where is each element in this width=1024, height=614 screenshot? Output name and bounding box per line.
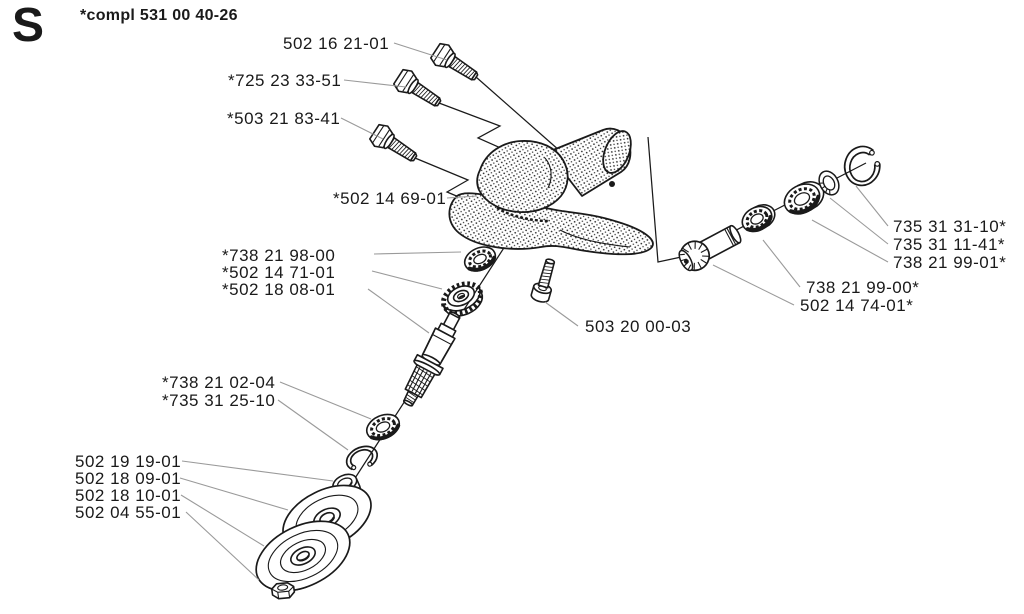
part-label-lock-nut: 502 04 55-01 bbox=[75, 503, 182, 522]
part-label-output-shaft: *502 18 08-01 bbox=[222, 280, 336, 299]
part-label-spacer-sleeve: 502 19 19-01 bbox=[75, 452, 182, 471]
section-letter: S bbox=[12, 0, 45, 52]
leader-lock-nut bbox=[186, 512, 259, 580]
part-label-screw-top: 502 16 21-01 bbox=[283, 34, 390, 53]
part-label-bearing-upper: *738 21 98-00 bbox=[222, 246, 336, 265]
output-shaft-part bbox=[395, 307, 469, 411]
part-label-locking-screw: 503 20 00-03 bbox=[585, 317, 692, 336]
screw-middle-part bbox=[392, 67, 446, 114]
housing-pin-hole bbox=[609, 181, 615, 187]
bearing-lower-part bbox=[363, 410, 403, 445]
leader-bearing-lower bbox=[280, 382, 371, 419]
part-label-support-cup: 502 18 10-01 bbox=[75, 486, 182, 505]
screw-top-part bbox=[429, 41, 483, 88]
snap-ring-part bbox=[842, 144, 882, 187]
part-label-retaining-ring: *735 31 25-10 bbox=[162, 391, 276, 410]
part-label-gear-housing: *502 14 69-01 bbox=[333, 189, 447, 208]
leader-support-cup bbox=[181, 495, 264, 546]
leader-output-shaft bbox=[368, 289, 429, 333]
assembly-reference: *compl 531 00 40-26 bbox=[80, 7, 238, 24]
leader-retaining-ring bbox=[278, 400, 348, 450]
pinion-shaft-part bbox=[675, 220, 745, 276]
leader-snap-ring bbox=[856, 186, 888, 226]
part-label-bearing-inner: 738 21 99-00* bbox=[806, 278, 920, 297]
leader-pinion-shaft bbox=[713, 265, 794, 305]
gear-housing-part bbox=[449, 127, 653, 254]
leader-locking-screw bbox=[545, 302, 578, 326]
leader-washer bbox=[830, 198, 888, 244]
leader-bearing-upper bbox=[374, 252, 461, 254]
leader-bearing-inner bbox=[763, 240, 800, 287]
part-label-screw-middle: *725 23 33-51 bbox=[228, 71, 342, 90]
leader-bevel-gear bbox=[372, 271, 442, 289]
part-label-screw-lower: *503 21 83-41 bbox=[227, 109, 341, 128]
leader-bearing-outer bbox=[812, 220, 888, 262]
screw-lower-part bbox=[368, 122, 422, 169]
part-label-drive-disc: 502 18 09-01 bbox=[75, 469, 182, 488]
part-label-snap-ring: 735 31 31-10* bbox=[893, 217, 1007, 236]
part-label-bevel-gear: *502 14 71-01 bbox=[222, 263, 336, 282]
part-label-washer: 735 31 11-41* bbox=[893, 235, 1006, 254]
part-label-bearing-outer: 738 21 99-01* bbox=[893, 253, 1007, 272]
part-label-pinion-shaft: 502 14 74-01* bbox=[800, 296, 914, 315]
locking-screw-part bbox=[530, 257, 559, 304]
leader-spacer-sleeve bbox=[182, 461, 333, 481]
bearing-inner-part bbox=[738, 200, 779, 236]
part-label-bearing-lower: *738 21 02-04 bbox=[162, 373, 276, 392]
leader-drive-disc bbox=[180, 478, 288, 510]
